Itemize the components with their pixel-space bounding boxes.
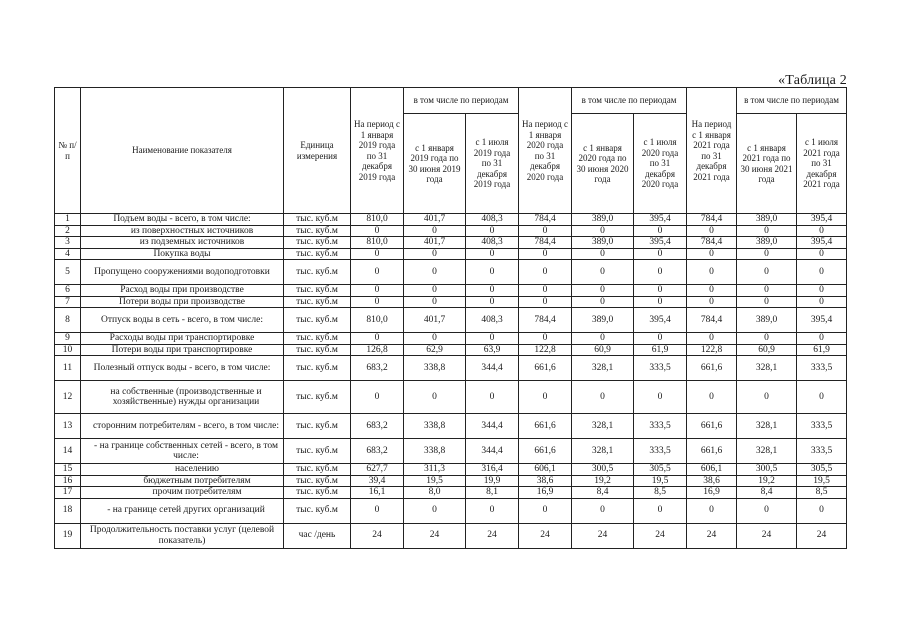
value-cell: 389,0 bbox=[572, 214, 634, 226]
value-cell: 38,6 bbox=[687, 475, 737, 487]
value-cell: 389,0 bbox=[572, 237, 634, 249]
unit-cell: тыс. куб.м bbox=[284, 214, 351, 226]
indicator-name: Потери воды при производстве bbox=[81, 296, 284, 308]
value-cell: 19,5 bbox=[797, 475, 847, 487]
value-cell: 19,5 bbox=[634, 475, 687, 487]
unit-cell: тыс. куб.м bbox=[284, 225, 351, 237]
value-cell: 0 bbox=[519, 260, 572, 285]
value-cell: 333,5 bbox=[634, 356, 687, 381]
value-cell: 0 bbox=[404, 260, 466, 285]
value-cell: 627,7 bbox=[351, 464, 404, 476]
value-cell: 122,8 bbox=[687, 344, 737, 356]
value-cell: 61,9 bbox=[634, 344, 687, 356]
value-cell: 338,8 bbox=[404, 414, 466, 439]
value-cell: 0 bbox=[634, 381, 687, 414]
value-cell: 395,4 bbox=[797, 308, 847, 333]
value-cell: 63,9 bbox=[466, 344, 519, 356]
value-cell: 39,4 bbox=[351, 475, 404, 487]
unit-cell: тыс. куб.м bbox=[284, 308, 351, 333]
indicator-name: - на границе сетей других организаций bbox=[81, 498, 284, 523]
value-cell: 0 bbox=[466, 285, 519, 297]
value-cell: 24 bbox=[687, 523, 737, 548]
value-cell: 0 bbox=[466, 381, 519, 414]
value-cell: 300,5 bbox=[737, 464, 797, 476]
value-cell: 305,5 bbox=[634, 464, 687, 476]
unit-cell: тыс. куб.м bbox=[284, 487, 351, 499]
header-group-2019: в том числе по периодам bbox=[404, 88, 519, 114]
value-cell: 24 bbox=[404, 523, 466, 548]
value-cell: 0 bbox=[404, 333, 466, 345]
table-row bbox=[55, 464, 847, 476]
header-group-2020: в том числе по периодам bbox=[572, 88, 687, 114]
unit-cell: час /день bbox=[284, 523, 351, 548]
table-row bbox=[55, 296, 847, 308]
value-cell: 810,0 bbox=[351, 308, 404, 333]
header-h1-2019: с 1 января 2019 года по 30 июня 2019 года bbox=[404, 114, 466, 214]
table-row bbox=[55, 248, 847, 260]
row-number: 2 bbox=[55, 225, 81, 237]
value-cell: 19,9 bbox=[466, 475, 519, 487]
value-cell: 24 bbox=[737, 523, 797, 548]
value-cell: 0 bbox=[404, 498, 466, 523]
table-row bbox=[55, 260, 847, 285]
value-cell: 0 bbox=[351, 260, 404, 285]
value-cell: 344,4 bbox=[466, 414, 519, 439]
value-cell: 0 bbox=[634, 225, 687, 237]
value-cell: 0 bbox=[404, 225, 466, 237]
value-cell: 328,1 bbox=[572, 439, 634, 464]
value-cell: 0 bbox=[351, 296, 404, 308]
value-cell: 0 bbox=[572, 260, 634, 285]
unit-cell: тыс. куб.м bbox=[284, 475, 351, 487]
row-number: 7 bbox=[55, 296, 81, 308]
value-cell: 661,6 bbox=[687, 414, 737, 439]
value-cell: 389,0 bbox=[737, 214, 797, 226]
unit-cell: тыс. куб.м bbox=[284, 414, 351, 439]
table-row bbox=[55, 333, 847, 345]
value-cell: 389,0 bbox=[572, 308, 634, 333]
value-cell: 0 bbox=[687, 498, 737, 523]
unit-cell: тыс. куб.м bbox=[284, 260, 351, 285]
value-cell: 661,6 bbox=[519, 356, 572, 381]
value-cell: 683,2 bbox=[351, 414, 404, 439]
row-number: 11 bbox=[55, 356, 81, 381]
row-number: 3 bbox=[55, 237, 81, 249]
value-cell: 0 bbox=[466, 333, 519, 345]
value-cell: 0 bbox=[351, 285, 404, 297]
header-period-2019: На период с 1 января 2019 года по 31 декабря 2019 года bbox=[351, 88, 404, 214]
value-cell: 122,8 bbox=[519, 344, 572, 356]
unit-cell: тыс. куб.м bbox=[284, 344, 351, 356]
indicator-name: Подъем воды - всего, в том числе: bbox=[81, 214, 284, 226]
value-cell: 0 bbox=[687, 285, 737, 297]
value-cell: 0 bbox=[466, 498, 519, 523]
value-cell: 784,4 bbox=[519, 237, 572, 249]
value-cell: 38,6 bbox=[519, 475, 572, 487]
value-cell: 24 bbox=[634, 523, 687, 548]
table-row bbox=[55, 523, 847, 548]
value-cell: 60,9 bbox=[572, 344, 634, 356]
value-cell: 0 bbox=[572, 285, 634, 297]
unit-cell: тыс. куб.м bbox=[284, 439, 351, 464]
value-cell: 0 bbox=[797, 225, 847, 237]
value-cell: 328,1 bbox=[737, 439, 797, 464]
value-cell: 606,1 bbox=[687, 464, 737, 476]
indicator-name: Потери воды при транспортировке bbox=[81, 344, 284, 356]
table-row bbox=[55, 308, 847, 333]
indicator-name: - на границе собственных сетей - всего, в том числе: bbox=[81, 439, 284, 464]
value-cell: 389,0 bbox=[737, 308, 797, 333]
value-cell: 0 bbox=[572, 381, 634, 414]
value-cell: 0 bbox=[351, 333, 404, 345]
table-row bbox=[55, 285, 847, 297]
value-cell: 16,1 bbox=[351, 487, 404, 499]
value-cell: 0 bbox=[572, 248, 634, 260]
table-row bbox=[55, 475, 847, 487]
value-cell: 0 bbox=[634, 248, 687, 260]
indicator-name: сторонним потребителям - всего, в том числе: bbox=[81, 414, 284, 439]
value-cell: 784,4 bbox=[687, 237, 737, 249]
value-cell: 0 bbox=[519, 333, 572, 345]
table-row bbox=[55, 237, 847, 249]
value-cell: 24 bbox=[466, 523, 519, 548]
value-cell: 333,5 bbox=[797, 414, 847, 439]
unit-cell: тыс. куб.м bbox=[284, 381, 351, 414]
value-cell: 8,0 bbox=[404, 487, 466, 499]
value-cell: 0 bbox=[634, 260, 687, 285]
indicator-name: из подземных источников bbox=[81, 237, 284, 249]
header-group-2021: в том числе по периодам bbox=[737, 88, 847, 114]
value-cell: 8,1 bbox=[466, 487, 519, 499]
value-cell: 0 bbox=[404, 381, 466, 414]
value-cell: 344,4 bbox=[466, 356, 519, 381]
value-cell: 338,8 bbox=[404, 356, 466, 381]
value-cell: 300,5 bbox=[572, 464, 634, 476]
value-cell: 0 bbox=[797, 333, 847, 345]
row-number: 14 bbox=[55, 439, 81, 464]
value-cell: 401,7 bbox=[404, 308, 466, 333]
value-cell: 0 bbox=[572, 225, 634, 237]
row-number: 16 bbox=[55, 475, 81, 487]
indicator-name: из поверхностных источников bbox=[81, 225, 284, 237]
value-cell: 661,6 bbox=[687, 356, 737, 381]
table-row bbox=[55, 225, 847, 237]
row-number: 5 bbox=[55, 260, 81, 285]
header-h2-2021: с 1 июля 2021 года по 31 декабря 2021 года bbox=[797, 114, 847, 214]
table-row bbox=[55, 381, 847, 414]
indicator-name: Расходы воды при транспортировке bbox=[81, 333, 284, 345]
unit-cell: тыс. куб.м bbox=[284, 248, 351, 260]
value-cell: 0 bbox=[466, 248, 519, 260]
table-row bbox=[55, 214, 847, 226]
value-cell: 683,2 bbox=[351, 439, 404, 464]
value-cell: 0 bbox=[797, 260, 847, 285]
unit-cell: тыс. куб.м bbox=[284, 356, 351, 381]
value-cell: 0 bbox=[634, 285, 687, 297]
value-cell: 333,5 bbox=[634, 439, 687, 464]
value-cell: 0 bbox=[797, 498, 847, 523]
value-cell: 0 bbox=[351, 498, 404, 523]
value-cell: 8,5 bbox=[797, 487, 847, 499]
value-cell: 333,5 bbox=[797, 439, 847, 464]
value-cell: 784,4 bbox=[519, 214, 572, 226]
indicator-name: Полезный отпуск воды - всего, в том числе: bbox=[81, 356, 284, 381]
value-cell: 0 bbox=[797, 285, 847, 297]
value-cell: 126,8 bbox=[351, 344, 404, 356]
value-cell: 0 bbox=[404, 296, 466, 308]
value-cell: 0 bbox=[687, 225, 737, 237]
value-cell: 401,7 bbox=[404, 237, 466, 249]
indicator-name: Расход воды при производстве bbox=[81, 285, 284, 297]
value-cell: 19,5 bbox=[404, 475, 466, 487]
value-cell: 0 bbox=[519, 296, 572, 308]
row-number: 1 bbox=[55, 214, 81, 226]
value-cell: 0 bbox=[404, 248, 466, 260]
row-number: 18 bbox=[55, 498, 81, 523]
value-cell: 0 bbox=[737, 296, 797, 308]
header-h1-2020: с 1 января 2020 года по 30 июня 2020 года bbox=[572, 114, 634, 214]
value-cell: 0 bbox=[737, 260, 797, 285]
value-cell: 0 bbox=[519, 248, 572, 260]
value-cell: 0 bbox=[572, 333, 634, 345]
table-caption: «Таблица 2 bbox=[778, 73, 847, 88]
value-cell: 0 bbox=[572, 498, 634, 523]
header-unit: Единица измерения bbox=[284, 88, 351, 214]
value-cell: 395,4 bbox=[797, 214, 847, 226]
value-cell: 0 bbox=[519, 225, 572, 237]
value-cell: 0 bbox=[466, 260, 519, 285]
indicator-name: Отпуск воды в сеть - всего, в том числе: bbox=[81, 308, 284, 333]
value-cell: 19,2 bbox=[737, 475, 797, 487]
header-period-2020: На период с 1 января 2020 года по 31 декабря 2020 года bbox=[519, 88, 572, 214]
indicator-name: населению bbox=[81, 464, 284, 476]
value-cell: 0 bbox=[572, 296, 634, 308]
value-cell: 0 bbox=[634, 296, 687, 308]
header-name: Наименование показателя bbox=[81, 88, 284, 214]
value-cell: 0 bbox=[466, 296, 519, 308]
table-row bbox=[55, 344, 847, 356]
value-cell: 61,9 bbox=[797, 344, 847, 356]
value-cell: 395,4 bbox=[634, 308, 687, 333]
table-row bbox=[55, 356, 847, 381]
table-row bbox=[55, 487, 847, 499]
value-cell: 810,0 bbox=[351, 237, 404, 249]
value-cell: 0 bbox=[797, 381, 847, 414]
value-cell: 0 bbox=[519, 285, 572, 297]
value-cell: 338,8 bbox=[404, 439, 466, 464]
row-number: 8 bbox=[55, 308, 81, 333]
row-number: 12 bbox=[55, 381, 81, 414]
value-cell: 395,4 bbox=[634, 214, 687, 226]
unit-cell: тыс. куб.м bbox=[284, 333, 351, 345]
value-cell: 0 bbox=[797, 296, 847, 308]
value-cell: 683,2 bbox=[351, 356, 404, 381]
value-cell: 344,4 bbox=[466, 439, 519, 464]
value-cell: 395,4 bbox=[797, 237, 847, 249]
value-cell: 408,3 bbox=[466, 214, 519, 226]
row-number: 9 bbox=[55, 333, 81, 345]
row-number: 13 bbox=[55, 414, 81, 439]
value-cell: 810,0 bbox=[351, 214, 404, 226]
value-cell: 8,4 bbox=[737, 487, 797, 499]
value-cell: 333,5 bbox=[634, 414, 687, 439]
value-cell: 305,5 bbox=[797, 464, 847, 476]
value-cell: 0 bbox=[687, 333, 737, 345]
value-cell: 0 bbox=[634, 333, 687, 345]
value-cell: 408,3 bbox=[466, 237, 519, 249]
value-cell: 408,3 bbox=[466, 308, 519, 333]
value-cell: 333,5 bbox=[797, 356, 847, 381]
value-cell: 0 bbox=[737, 285, 797, 297]
header-h2-2019: с 1 июля 2019 года по 31 декабря 2019 года bbox=[466, 114, 519, 214]
row-number: 15 bbox=[55, 464, 81, 476]
value-cell: 0 bbox=[797, 248, 847, 260]
value-cell: 316,4 bbox=[466, 464, 519, 476]
table-header bbox=[55, 88, 847, 214]
unit-cell: тыс. куб.м bbox=[284, 464, 351, 476]
row-number: 17 bbox=[55, 487, 81, 499]
value-cell: 19,2 bbox=[572, 475, 634, 487]
indicator-name: бюджетным потребителям bbox=[81, 475, 284, 487]
header-h1-2021: с 1 января 2021 года по 30 июня 2021 года bbox=[737, 114, 797, 214]
value-cell: 0 bbox=[687, 260, 737, 285]
row-number: 19 bbox=[55, 523, 81, 548]
header-num: № п/п bbox=[55, 88, 81, 214]
unit-cell: тыс. куб.м bbox=[284, 296, 351, 308]
value-cell: 0 bbox=[519, 381, 572, 414]
row-number: 4 bbox=[55, 248, 81, 260]
indicator-name: на собственные (производственные и хозяйственные) нужды организации bbox=[81, 381, 284, 414]
value-cell: 328,1 bbox=[572, 356, 634, 381]
value-cell: 401,7 bbox=[404, 214, 466, 226]
value-cell: 8,5 bbox=[634, 487, 687, 499]
row-number: 10 bbox=[55, 344, 81, 356]
value-cell: 0 bbox=[351, 225, 404, 237]
unit-cell: тыс. куб.м bbox=[284, 498, 351, 523]
water-supply-table bbox=[54, 87, 847, 549]
table-row bbox=[55, 414, 847, 439]
value-cell: 784,4 bbox=[519, 308, 572, 333]
value-cell: 389,0 bbox=[737, 237, 797, 249]
value-cell: 60,9 bbox=[737, 344, 797, 356]
value-cell: 0 bbox=[404, 285, 466, 297]
value-cell: 24 bbox=[797, 523, 847, 548]
value-cell: 661,6 bbox=[519, 414, 572, 439]
value-cell: 16,9 bbox=[687, 487, 737, 499]
row-number: 6 bbox=[55, 285, 81, 297]
table-row bbox=[55, 498, 847, 523]
value-cell: 328,1 bbox=[572, 414, 634, 439]
value-cell: 24 bbox=[519, 523, 572, 548]
value-cell: 395,4 bbox=[634, 237, 687, 249]
header-period-2021: На период с 1 января 2021 года по 31 декабря 2021 года bbox=[687, 88, 737, 214]
value-cell: 24 bbox=[351, 523, 404, 548]
indicator-name: Покупка воды bbox=[81, 248, 284, 260]
value-cell: 16,9 bbox=[519, 487, 572, 499]
table-row bbox=[55, 439, 847, 464]
value-cell: 0 bbox=[351, 381, 404, 414]
indicator-name: Продолжительность поставки услуг (целевой показатель) bbox=[81, 523, 284, 548]
value-cell: 661,6 bbox=[687, 439, 737, 464]
value-cell: 0 bbox=[687, 381, 737, 414]
value-cell: 311,3 bbox=[404, 464, 466, 476]
value-cell: 24 bbox=[572, 523, 634, 548]
value-cell: 0 bbox=[737, 333, 797, 345]
value-cell: 784,4 bbox=[687, 308, 737, 333]
value-cell: 784,4 bbox=[687, 214, 737, 226]
value-cell: 0 bbox=[519, 498, 572, 523]
value-cell: 328,1 bbox=[737, 356, 797, 381]
value-cell: 0 bbox=[466, 225, 519, 237]
value-cell: 0 bbox=[737, 225, 797, 237]
indicator-name: прочим потребителям bbox=[81, 487, 284, 499]
value-cell: 0 bbox=[737, 498, 797, 523]
value-cell: 661,6 bbox=[519, 439, 572, 464]
indicator-name: Пропущено сооружениями водоподготовки bbox=[81, 260, 284, 285]
value-cell: 0 bbox=[737, 381, 797, 414]
header-h2-2020: с 1 июля 2020 года по 31 декабря 2020 года bbox=[634, 114, 687, 214]
value-cell: 62,9 bbox=[404, 344, 466, 356]
unit-cell: тыс. куб.м bbox=[284, 237, 351, 249]
value-cell: 0 bbox=[351, 248, 404, 260]
value-cell: 0 bbox=[634, 498, 687, 523]
value-cell: 0 bbox=[687, 296, 737, 308]
table-body bbox=[55, 214, 847, 549]
value-cell: 0 bbox=[687, 248, 737, 260]
unit-cell: тыс. куб.м bbox=[284, 285, 351, 297]
value-cell: 0 bbox=[737, 248, 797, 260]
value-cell: 8,4 bbox=[572, 487, 634, 499]
value-cell: 606,1 bbox=[519, 464, 572, 476]
value-cell: 328,1 bbox=[737, 414, 797, 439]
